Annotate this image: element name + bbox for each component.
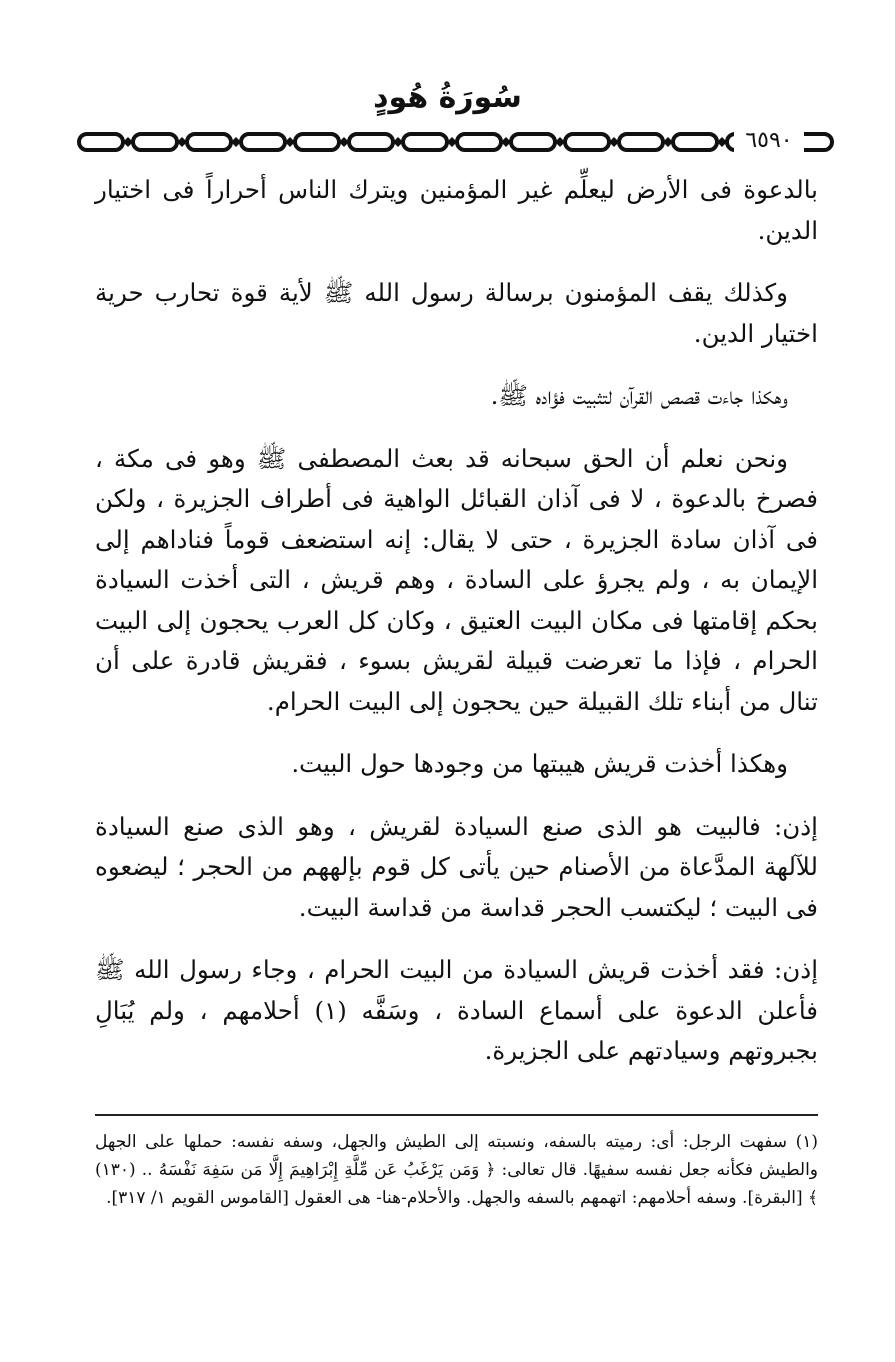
paragraph: وهكذا جاءت قصص القرآن لتثبيت فؤاده ﷺ. xyxy=(490,381,788,410)
footnote-divider xyxy=(95,1114,818,1116)
paragraph: ونحن نعلم أن الحق سبحانه قد بعث المصطفى ﷺ وهو فى مكة ، فصرخ بالدعوة ، لا فى آذان القبائل الواهية فى أطراف الجزيرة ، ولكن فى آذان سادة الجزيرة ، حتى لا يقال: إنه استضعف قوماً فناداهم إلى الإيمان به ، ولم يجرؤ على السادة ، وهم قريش ، التى أخذت السيادة بحكم إقامتها فى مكان البيت العتيق ، وكان كل العرب يحجون إلى البيت الحرام ، فإذا ما تعرضت قبيلة لقريش بسوء ، فقريش قادرة على أن تنال من أبناء تلك القبيلة حين يحجون إلى البيت الحرام. xyxy=(95,443,818,716)
paragraph: بالدعوة فى الأرض ليعلِّم غير المؤمنين ويترك الناس أحراراً فى اختيار الدين. xyxy=(95,175,818,245)
decorative-border xyxy=(76,128,838,156)
paragraph: إذن: فقد أخذت قريش السيادة من البيت الحرام ، وجاء رسول الله ﷺ فأعلن الدعوة على أسماع السادة ، وسَفَّه (١) أحلامهم ، ولم يُبَالِ بجبروتهم وسيادتهم على الجزيرة. xyxy=(95,955,818,1065)
paragraph: وكذلك يقف المؤمنون برسالة رسول الله ﷺ لأية قوة تحارب حرية اختيار الدين. xyxy=(95,278,818,348)
surah-title: سُورَةُ هُودٍ xyxy=(373,80,522,115)
paragraph: وهكذا أخذت قريش هيبتها من وجودها حول البيت. xyxy=(291,749,788,778)
page-number: ٦٥٩٠ xyxy=(734,127,804,155)
paragraph: إذن: فالبيت هو الذى صنع السيادة لقريش ، وهو الذى صنع السيادة للآلهة المدَّعاة من الأصنام حين يأتى كل قوم بإلههم من الحجر ؛ ليضعوه فى البيت ؛ ليكتسب الحجر قداسة من قداسة البيت. xyxy=(95,811,818,922)
main-text xyxy=(95,170,818,1094)
footnote-text: (١) سفهت الرجل: أى: رميته بالسفه، ونسبته إلى الطيش والجهل، وسفه نفسه: حملها على الجهل والطيش فكأنه جعل نفسه سفيهًا. قال تعالى: ﴿ وَمَن يَرْغَبُ عَن مِّلَّةِ إِبْرَاهِيمَ إِلَّا مَن سَفِهَ نَفْسَهُ .. (١٣٠) ﴾ [البقرة]. وسفه أحلامهم: اتهمهم بالسفه والجهل. والأحلام-هنا- هى العقول [القاموس القويم ١/ ٣١٧]. xyxy=(95,1132,818,1208)
chain-ornament-icon xyxy=(76,128,838,156)
footnote xyxy=(95,1128,818,1212)
